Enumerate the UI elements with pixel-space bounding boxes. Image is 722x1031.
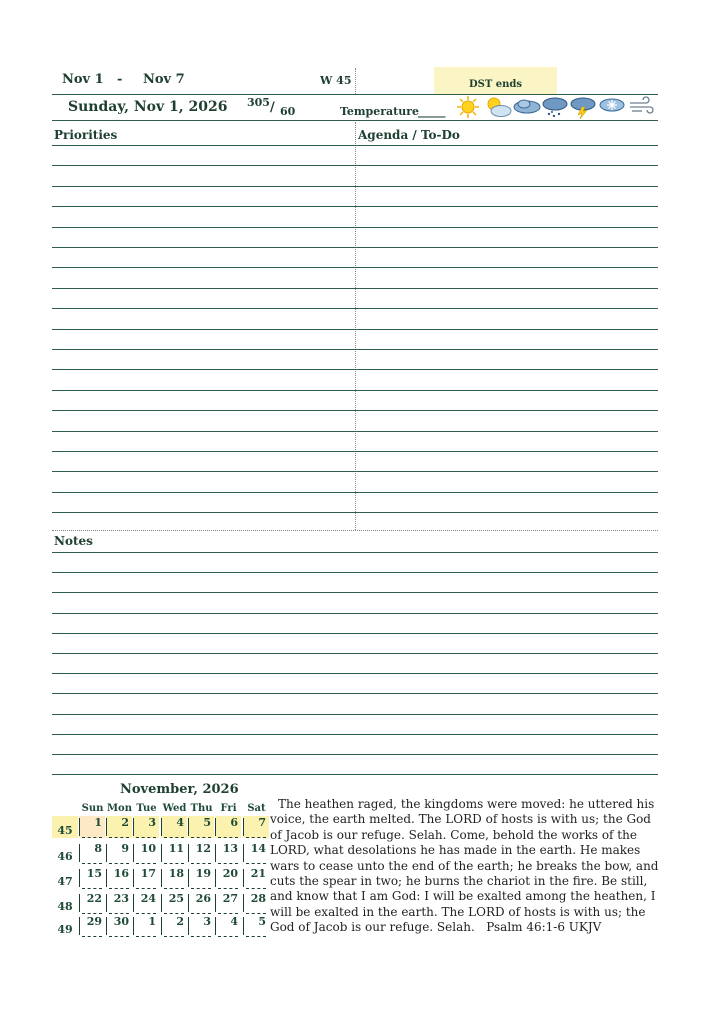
calendar-day-number: 24	[140, 892, 156, 905]
cell-border	[82, 863, 102, 864]
calendar-week-number: 48	[57, 900, 73, 913]
cell-border	[246, 863, 266, 864]
cell-border	[79, 917, 84, 935]
cell-border	[79, 894, 84, 912]
ruled-line[interactable]	[52, 186, 658, 187]
weekday-label: Mon	[106, 803, 132, 814]
cell-border	[191, 936, 211, 937]
calendar-day[interactable]	[161, 816, 187, 838]
calendar-day[interactable]	[79, 816, 105, 838]
calendar-day[interactable]	[161, 842, 187, 864]
cell-border	[136, 913, 156, 914]
temperature-label: Temperature	[340, 105, 420, 118]
calendar-day[interactable]	[79, 892, 105, 914]
cell-border	[79, 869, 84, 887]
calendar-week-number: 45	[52, 816, 78, 838]
day-title: Sunday, Nov 1, 2026	[68, 99, 228, 115]
cell-border	[191, 863, 211, 864]
weekday-label: Thu	[190, 803, 213, 814]
cell-border	[218, 936, 238, 937]
cell-border	[215, 917, 220, 935]
cell-border	[106, 894, 111, 912]
calendar-day-number: 1	[148, 915, 156, 928]
ruled-line[interactable]	[52, 349, 658, 350]
cell-border	[161, 869, 166, 887]
ruled-line[interactable]	[52, 714, 658, 715]
cell-border	[109, 837, 129, 838]
priorities-heading: Priorities	[54, 128, 118, 142]
ruled-line[interactable]	[52, 512, 658, 513]
cell-border	[82, 913, 102, 914]
cell-border	[133, 869, 138, 887]
calendar-day[interactable]	[243, 842, 269, 864]
cell-border	[136, 936, 156, 937]
calendar-day-number: 5	[203, 816, 211, 829]
weekday-label: Tue	[136, 803, 157, 814]
cell-border	[136, 863, 156, 864]
cell-border	[188, 818, 193, 836]
rain-icon[interactable]	[541, 95, 569, 119]
ruled-line[interactable]	[52, 613, 658, 614]
header-divider	[355, 68, 356, 94]
calendar-week-number: 49	[57, 923, 73, 936]
calendar-day-number: 3	[148, 816, 156, 829]
cell-border	[243, 869, 248, 887]
weekday-label: Sun	[81, 803, 104, 814]
cell-border	[106, 818, 111, 836]
calendar-day[interactable]	[161, 915, 187, 937]
cell-border	[161, 818, 166, 836]
cell-border	[218, 837, 238, 838]
calendar-day-number: 14	[250, 842, 266, 855]
ruled-line[interactable]	[52, 693, 658, 694]
calendar-day[interactable]	[188, 915, 214, 937]
calendar-day[interactable]	[243, 915, 269, 937]
cell-border	[243, 818, 248, 836]
ruled-line[interactable]	[52, 165, 658, 166]
dst-note-text: DST ends	[468, 79, 523, 90]
calendar-day-number: 26	[195, 892, 211, 905]
ruled-line[interactable]	[52, 431, 658, 432]
ruled-line[interactable]	[52, 329, 658, 330]
week-number: W 45	[320, 74, 352, 87]
calendar-day-number: 17	[140, 867, 156, 880]
calendar-day-number: 22	[86, 892, 102, 905]
dst-note	[434, 67, 557, 94]
calendar-week-number: 47	[57, 875, 73, 888]
ruled-line[interactable]	[52, 206, 658, 207]
fraction-slash: /	[270, 100, 275, 115]
cell-border	[106, 869, 111, 887]
calendar-day[interactable]	[215, 816, 241, 838]
calendar-day[interactable]	[243, 892, 269, 914]
ruled-line[interactable]	[52, 673, 658, 674]
cell-border	[161, 894, 166, 912]
day-of-year: 305	[247, 96, 270, 109]
cell-border	[188, 844, 193, 862]
weekday-label: Fri	[220, 803, 237, 814]
week-range-dash: -	[117, 72, 123, 87]
cell-border	[79, 818, 84, 836]
cell-border	[164, 837, 184, 838]
calendar-day[interactable]	[188, 816, 214, 838]
ruled-line[interactable]	[52, 410, 658, 411]
calendar-day-number: 9	[121, 842, 129, 855]
calendar-day[interactable]	[133, 915, 159, 937]
calendar-day-number: 12	[195, 842, 211, 855]
calendar-day[interactable]	[188, 842, 214, 864]
ruled-line[interactable]	[52, 774, 658, 775]
wind-icon[interactable]	[628, 95, 656, 119]
partly-cloudy-icon[interactable]	[484, 95, 512, 119]
calendar-title: November, 2026	[120, 782, 239, 797]
calendar-day-number: 23	[113, 892, 129, 905]
cell-border	[136, 837, 156, 838]
cell-border	[133, 818, 138, 836]
cell-border	[106, 844, 111, 862]
ruled-line[interactable]	[52, 288, 658, 289]
cell-border	[164, 888, 184, 889]
calendar-day[interactable]	[106, 892, 132, 914]
cell-border	[188, 894, 193, 912]
week-start: Nov 1	[62, 72, 104, 87]
calendar-day[interactable]	[215, 842, 241, 864]
ruled-line[interactable]	[52, 390, 658, 391]
cell-border	[164, 863, 184, 864]
cell-border	[191, 837, 211, 838]
cell-border	[243, 844, 248, 862]
ruled-line[interactable]	[52, 247, 658, 248]
scripture-verse	[270, 797, 660, 936]
snow-icon[interactable]	[598, 95, 626, 119]
ruled-line[interactable]	[52, 145, 658, 146]
calendar-day[interactable]	[79, 842, 105, 864]
calendar-day[interactable]	[133, 892, 159, 914]
calendar-day[interactable]	[133, 816, 159, 838]
cell-border	[109, 913, 129, 914]
calendar-day[interactable]	[106, 867, 132, 889]
ruled-line[interactable]	[52, 471, 658, 472]
calendar-day[interactable]	[215, 892, 241, 914]
ruled-line[interactable]	[52, 492, 658, 493]
ruled-line[interactable]	[52, 451, 658, 452]
ruled-line[interactable]	[52, 734, 658, 735]
calendar-day-number: 2	[176, 915, 184, 928]
cell-border	[188, 917, 193, 935]
ruled-line[interactable]	[52, 653, 658, 654]
ruled-line[interactable]	[52, 369, 658, 370]
calendar-day-number: 3	[203, 915, 211, 928]
ruled-line[interactable]	[52, 633, 658, 634]
ruled-line[interactable]	[52, 308, 658, 309]
cell-border	[82, 837, 102, 838]
cell-border	[106, 917, 111, 935]
notes-heading: Notes	[54, 534, 93, 548]
calendar-day[interactable]	[79, 867, 105, 889]
calendar-day[interactable]	[161, 892, 187, 914]
cell-border	[218, 913, 238, 914]
calendar-day-number: 15	[86, 867, 102, 880]
cell-border	[246, 936, 266, 937]
cell-border	[188, 869, 193, 887]
cell-border	[215, 844, 220, 862]
calendar-day-number: 4	[230, 915, 238, 928]
cell-border	[246, 913, 266, 914]
cell-border	[161, 844, 166, 862]
thunderstorm-icon[interactable]	[569, 95, 597, 119]
cell-border	[215, 818, 220, 836]
calendar-day-number: 16	[113, 867, 129, 880]
cell-border	[164, 913, 184, 914]
calendar-week-number: 46	[57, 850, 73, 863]
calendar-day[interactable]	[133, 842, 159, 864]
sun-icon[interactable]	[456, 95, 480, 119]
calendar-day-number: 28	[250, 892, 266, 905]
calendar-day[interactable]	[106, 842, 132, 864]
weekday-label: Sat	[247, 803, 266, 814]
ruled-line[interactable]	[52, 227, 658, 228]
calendar-day[interactable]	[106, 816, 132, 838]
calendar-day-number: 6	[230, 816, 238, 829]
ruled-line[interactable]	[52, 754, 658, 755]
weekday-label: Wed	[162, 803, 187, 814]
calendar-day-number: 18	[168, 867, 184, 880]
ruled-line[interactable]	[52, 267, 658, 268]
temperature-blank[interactable]: _____	[418, 105, 446, 118]
ruled-line[interactable]	[52, 552, 658, 553]
verse-reference: Psalm 46:1-6 UKJV	[486, 920, 602, 935]
cloud-icon[interactable]	[513, 95, 541, 119]
cell-border	[79, 844, 84, 862]
cell-border	[191, 888, 211, 889]
section-divider	[52, 530, 658, 531]
calendar-day[interactable]	[188, 892, 214, 914]
verse-text: The heathen raged, the kingdoms were moved: he uttered his voice, the earth melted. The LORD of hosts is with us; the God of Jacob is our refuge. Selah. Come, behold the works of the LORD, what desolations he has made in the earth. He makes wars to cease unto the end of the earth; he breaks the bow, and cuts the spear in two; he burns the chariot in the fire. Be still, and know that I am God: I will be exalted among the heathen, I will be exalted in the earth. The LORD of hosts is with us; the God of Jacob is our refuge. Selah.	[270, 797, 659, 935]
cell-border	[161, 917, 166, 935]
cell-border	[109, 863, 129, 864]
agenda-heading: Agenda / To-Do	[358, 128, 460, 142]
calendar-day[interactable]	[215, 915, 241, 937]
cell-border	[243, 917, 248, 935]
calendar-day-number: 7	[258, 816, 266, 829]
cell-border	[133, 917, 138, 935]
calendar-day-number: 2	[121, 816, 129, 829]
week-end: Nov 7	[143, 72, 185, 87]
cell-border	[133, 894, 138, 912]
cell-border	[191, 913, 211, 914]
calendar-day-number: 8	[94, 842, 102, 855]
calendar-day-number: 4	[176, 816, 184, 829]
calendar-day-number: 5	[258, 915, 266, 928]
cell-border	[215, 894, 220, 912]
cell-border	[246, 888, 266, 889]
calendar-day[interactable]	[215, 867, 241, 889]
cell-border	[243, 894, 248, 912]
calendar-day-number: 27	[222, 892, 238, 905]
column-divider	[355, 122, 356, 530]
calendar-day-number: 21	[250, 867, 266, 880]
cell-border	[218, 863, 238, 864]
calendar-day[interactable]	[133, 867, 159, 889]
calendar-day[interactable]	[106, 915, 132, 937]
cell-border	[246, 837, 266, 838]
calendar-day-number: 13	[222, 842, 238, 855]
calendar-day-number: 11	[168, 842, 184, 855]
cell-border	[133, 844, 138, 862]
days-remaining: 60	[280, 105, 296, 118]
calendar-day[interactable]	[161, 867, 187, 889]
cell-border	[82, 888, 102, 889]
title-rule	[52, 120, 658, 121]
weather-icons	[456, 95, 660, 119]
calendar-day[interactable]	[243, 816, 269, 838]
cell-border	[109, 888, 129, 889]
calendar-day-number: 30	[113, 915, 129, 928]
cell-border	[109, 936, 129, 937]
calendar-day-number: 25	[168, 892, 184, 905]
calendar-day-number: 20	[222, 867, 238, 880]
calendar-day-number: 19	[195, 867, 211, 880]
calendar-day[interactable]	[79, 915, 105, 937]
ruled-line[interactable]	[52, 572, 658, 573]
calendar-day-number: 10	[140, 842, 156, 855]
cell-border	[164, 936, 184, 937]
calendar-day[interactable]	[243, 867, 269, 889]
cell-border	[82, 936, 102, 937]
cell-border	[218, 888, 238, 889]
calendar-day-number: 1	[94, 816, 102, 829]
cell-border	[215, 869, 220, 887]
cell-border	[136, 888, 156, 889]
ruled-line[interactable]	[52, 592, 658, 593]
calendar-day-number: 29	[86, 915, 102, 928]
calendar-day[interactable]	[188, 867, 214, 889]
